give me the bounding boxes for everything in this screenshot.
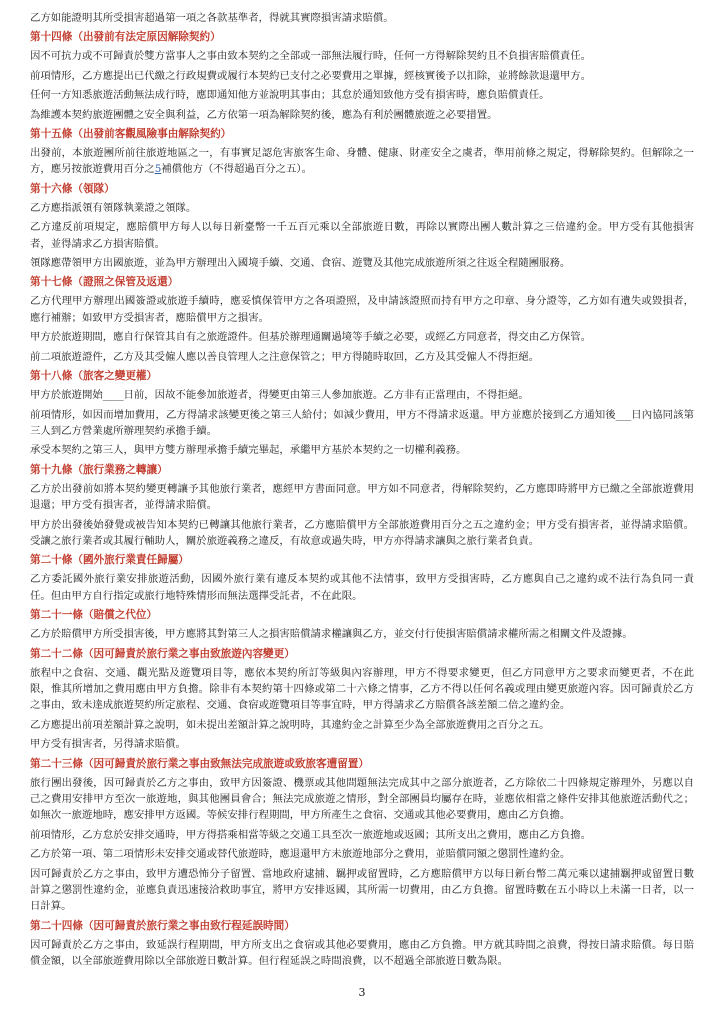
paragraph: 前項情形，乙方應提出已代繳之行政規費或履行本契約已支付之必要費用之單據，經核實後予以扣除，並將餘款退還甲方。 xyxy=(30,69,592,82)
article-heading: 第二十一條（賠償之代位） xyxy=(30,609,158,622)
paragraph: 乙方委託國外旅行業安排旅遊活動，因國外旅行業有違反本契約或其他不法情事，致甲方受損害時，乙方應與自己之違約或不法行為負同一責任。但由甲方自行指定或旅行地特殊情形而無法選擇受託者，不在此限。 xyxy=(30,573,694,602)
paragraph: 乙方如能證明其所受損害超過第一項之各款基準者，得就其實際損害請求賠償。 xyxy=(30,12,394,24)
article-heading: 第十五條（出發前客觀風險事由解除契約） xyxy=(30,128,232,141)
paragraph: 旅程中之食宿、交通、觀光點及遊覽項目等，應依本契約所訂等級與內容辦理，甲方不得要求變更，但乙方同意甲方之要求而變更者，不在此限，惟其所增加之費用應由甲方負擔。除非有本契約第十四條或第二十六條之情事，乙方不得以任何名義或理由變更旅遊內容。因可歸責於乙方之事由，致未達成旅遊契約所定旅程、交通、食宿或遊覽項目等事宜時，甲方得請求乙方賠償各該差額二倍之違約金。 xyxy=(30,666,694,712)
paragraph: 旅行團出發後，因可歸責於乙方之事由，致甲方因簽證、機票或其他問題無法完成其中之部分旅遊者，乙方除依二十四條規定辦理外，另應以自己之費用安排甲方至次一旅遊地，與其他團員會合；無法完成旅遊之情形，對全部團員均屬存在時，並應依相當之條件安排其他旅遊活動代之；如無次一旅遊地時，應安排甲方返國。等候安排行程期間，甲方所產生之食宿、交通或其他必要費用，應由乙方負擔。 xyxy=(30,776,694,822)
paragraph: 為維護本契約旅遊團體之安全與利益，乙方依第一項為解除契約後，應為有利於團體旅遊之必要措置。 xyxy=(30,108,498,121)
page-number: 3 xyxy=(358,986,366,999)
article-heading: 第十六條（領隊） xyxy=(30,182,115,195)
paragraph: 甲方於出發後始發覺或被告知本契約已轉讓其他旅行業者，乙方應賠償甲方全部旅遊費用百分之五之違約金；甲方受有損害者，並得請求賠償。受讓之旅行業者或其履行輔助人，關於旅遊義務之違反，有故意或過失時，甲方亦得請求讓與之旅行業者負責。 xyxy=(30,518,694,547)
paragraph: 甲方於旅遊開始____日前，因故不能參加旅遊者，得變更由第三人參加旅遊。乙方非有正當理由，不得拒絕。 xyxy=(30,389,529,402)
paragraph: 乙方於出發前如將本契約變更轉讓予其他旅行業者，應經甲方書面同意。甲方如不同意者，得解除契約，乙方應即時將甲方已繳之全部旅遊費用退還；甲方受有損害者，並得請求賠償。 xyxy=(30,482,694,512)
article-heading: 第十七條（證照之保管及返還） xyxy=(30,276,179,289)
document-body xyxy=(30,10,694,970)
article-heading: 第二十四條（因可歸責於旅行業之事由致行程延誤時間） xyxy=(30,919,295,932)
paragraph: 甲方受有損害者，另得請求賠償。 xyxy=(30,738,186,751)
paragraph: 前二項旅遊證件，乙方及其受僱人應以善良管理人之注意保管之；甲方得隨時取回，乙方及其受僱人不得拒絕。 xyxy=(30,350,540,363)
paragraph xyxy=(30,145,694,178)
paragraph: 乙方應提出前項差額計算之說明，如未提出差額計算之說明時，其違約金之計算至少為全部旅遊費用之百分之五。 xyxy=(30,718,550,731)
paragraph: 領隊應帶領甲方出國旅遊，並為甲方辦理出入國境手續、交通、食宿、遊覽及其他完成旅遊所須之往返全程隨團服務。 xyxy=(30,257,571,270)
paragraph: 乙方違反前項規定，應賠償甲方每人以每日新臺幣一千五百元乘以全部旅遊日數，再除以實際出團人數計算之三倍違約金。甲方受有其他損害者，並得請求乙方損害賠償。 xyxy=(30,221,694,250)
paragraph-text: 出發前，本旅遊團所前往旅遊地區之一，有事實足認危害旅客生命、身體、健康、財產安全之虞者，準用前條之規定，得解除契約。但解除之一方，應另按旅遊費用百分之 xyxy=(30,147,694,176)
filled-percentage-value: 5 xyxy=(154,163,162,176)
paragraph: 甲方於旅遊期間，應自行保管其自有之旅遊證件。但基於辦理通關過境等手續之必要，或經乙方同意者，得交由乙方保管。 xyxy=(30,331,592,344)
paragraph: 乙方代理甲方辦理出國簽證或旅遊手續時，應妥慎保管甲方之各項證照，及申請該證照而持有甲方之印章、身分證等，乙方如有遺失或毀損者，應行補辦；如致甲方受損害者，應賠償甲方之損害。 xyxy=(30,295,694,324)
article-heading: 第二十條（國外旅行業責任歸屬） xyxy=(30,554,189,567)
article-heading: 第二十二條（因可歸責於旅行業之事由致旅遊內容變更） xyxy=(30,647,295,660)
paragraph: 因不可抗力或不可歸責於雙方當事人之事由致本契約之全部或一部無法履行時，任何一方得解除契約且不負損害賠償責任。 xyxy=(30,50,592,63)
paragraph: 乙方於賠償甲方所受損害後，甲方應將其對第三人之損害賠償請求權讓與乙方，並交付行使損害賠償請求權所需之相關文件及證據。 xyxy=(30,628,633,641)
paragraph: 乙方應指派領有領隊執業證之領隊。 xyxy=(30,201,197,214)
paragraph: 任何一方知悉旅遊活動無法成行時，應即通知他方並說明其事由；其怠於通知致他方受有損害時，應負賠償責任。 xyxy=(30,89,550,102)
paragraph-text: 補償他方（不得超過百分之五）。 xyxy=(161,163,312,176)
article-heading: 第十九條（旅行業務之轉讓） xyxy=(30,463,168,476)
article-heading: 第二十三條（因可歸責於旅行業之事由致無法完成旅遊或致旅客遭留置） xyxy=(30,757,369,770)
paragraph: 前項情形，如因而增加費用，乙方得請求該變更後之第三人給付；如減少費用，甲方不得請求返還。甲方並應於接到乙方通知後___日內協同該第三人到乙方營業處所辦理契約承擔手續。 xyxy=(30,408,694,437)
article-heading: 第十四條（出發前有法定原因解除契約） xyxy=(30,31,221,44)
paragraph: 因可歸責於乙方之事由，致甲方遭恐怖分子留置、當地政府逮捕、羈押或留置時，乙方應賠償甲方以每日新台幣二萬元乘以逮捕羈押或留置日數計算之懲罰性違約金，並應負責迅速接洽救助事宜，將甲方安排返國，其所需一切費用，由乙方負擔。留置時數在五小時以上未滿一日者，以一日計算。 xyxy=(30,867,694,913)
paragraph: 因可歸責於乙方之事由，致延誤行程期間，甲方所支出之食宿或其他必要費用，應由乙方負擔。甲方就其時間之浪費，得按日請求賠償。每日賠償金額，以全部旅遊費用除以全部旅遊日數計算。但行程延誤之時間浪費，以不超過全部旅遊日數為限。 xyxy=(30,938,694,968)
paragraph: 前項情形，乙方怠於安排交通時，甲方得搭乘相當等級之交通工具至次一旅遊地或返國；其所支出之費用，應由乙方負擔。 xyxy=(30,828,592,841)
paragraph: 乙方於第一項、第二項情形未安排交通或替代旅遊時，應退還甲方未旅遊地部分之費用，並賠償同額之懲罰性違約金。 xyxy=(30,848,571,861)
paragraph: 承受本契約之第三人，與甲方雙方辦理承擔手續完畢起，承繼甲方基於本契約之一切權利義務。 xyxy=(30,444,467,457)
article-heading: 第十八條（旅客之變更權） xyxy=(30,370,158,383)
